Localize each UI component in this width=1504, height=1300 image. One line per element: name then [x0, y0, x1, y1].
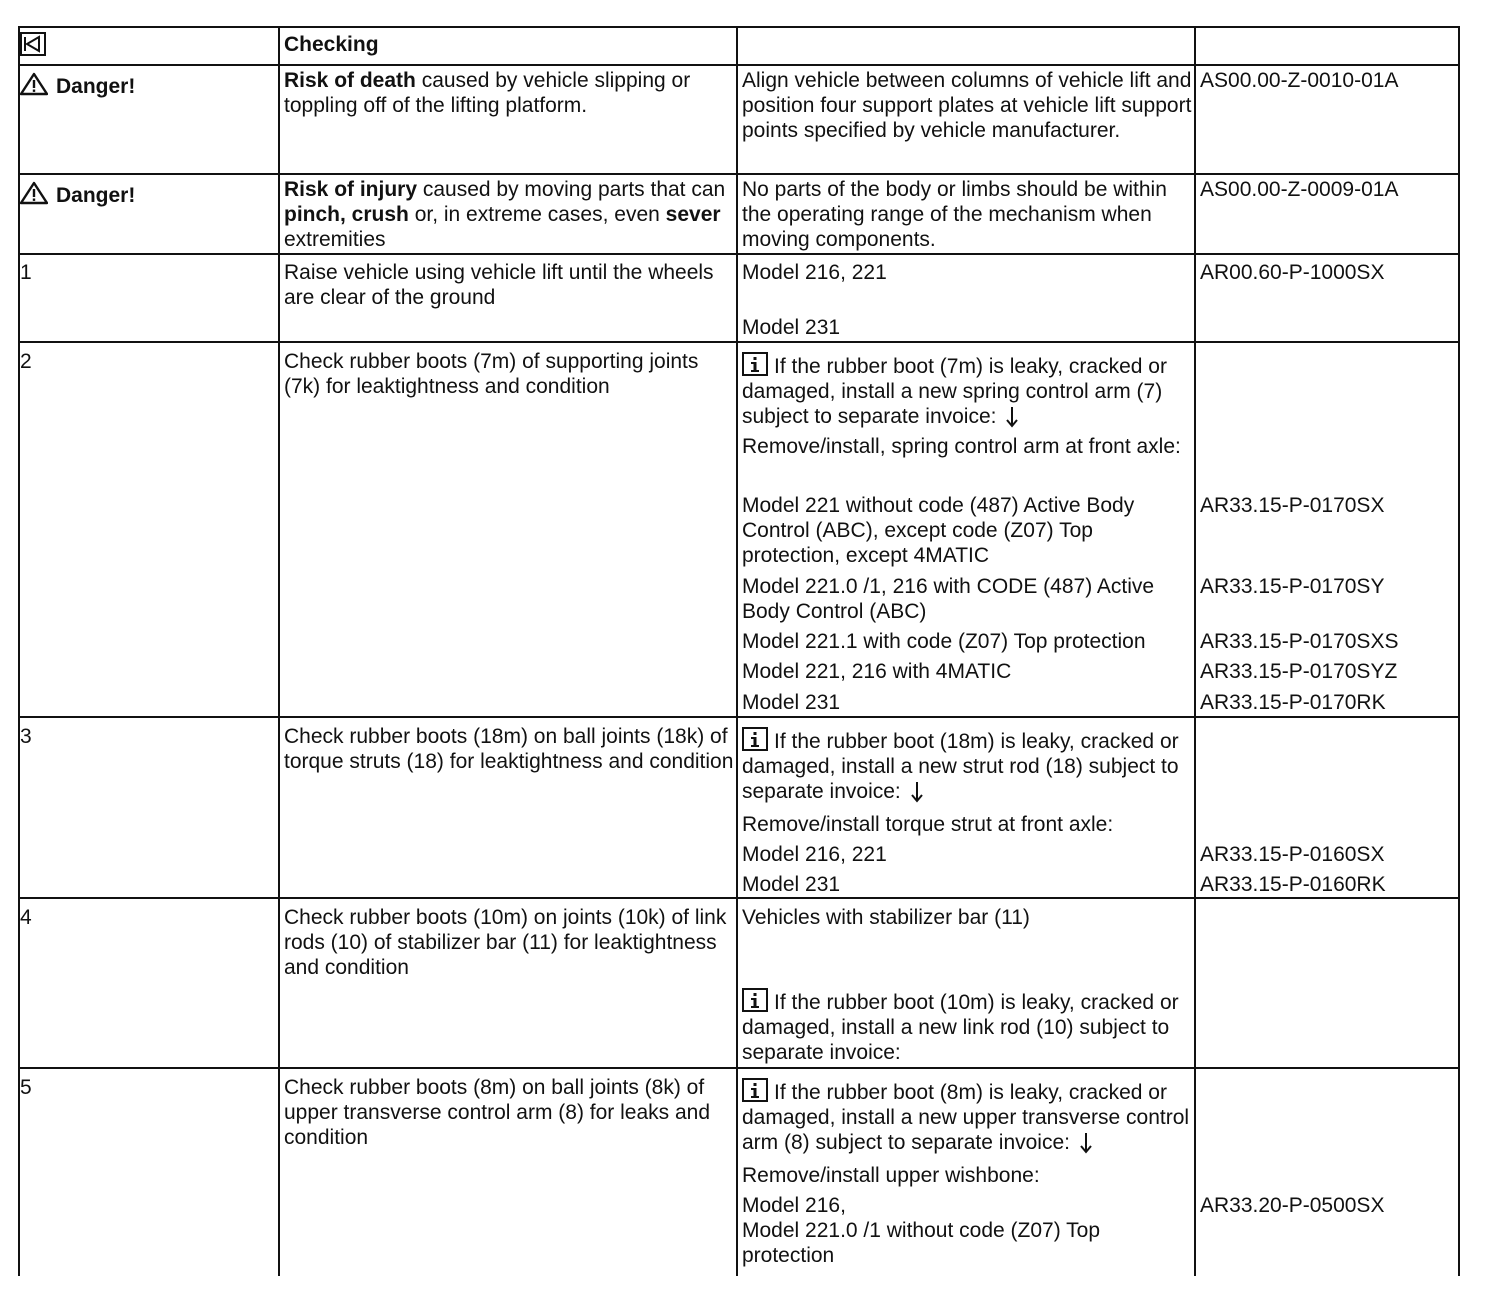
warning-icon — [20, 181, 48, 205]
reference-link[interactable]: AR33.15-P-0160SX — [1200, 843, 1385, 866]
model-condition: Model 216, 221 — [742, 843, 887, 866]
info-note — [742, 727, 1192, 804]
reference-link[interactable]: AR33.15-P-0170SXS — [1200, 630, 1399, 653]
model-condition — [742, 1193, 1192, 1268]
model-condition: Model 231 — [742, 691, 841, 714]
info-note — [742, 988, 1192, 1065]
step-number: 3 — [20, 725, 32, 748]
reference-link[interactable]: AR33.15-P-0170SY — [1200, 575, 1385, 598]
danger-reference-link[interactable]: AS00.00-Z-0009-01A — [1200, 178, 1399, 201]
model-condition: Model 216, 221 — [742, 261, 887, 284]
reference-link[interactable]: AR33.15-P-0170SX — [1200, 494, 1385, 517]
column-divider-2 — [736, 26, 738, 1276]
danger-risk-text — [284, 177, 734, 252]
remove-install-title: Remove/install torque strut at front axle: — [742, 813, 1114, 836]
danger-label — [20, 181, 135, 208]
step-text: Raise vehicle using vehicle lift until the wheels are clear of the ground — [284, 261, 714, 309]
risk-description: extremities — [284, 228, 386, 251]
info-icon — [742, 727, 768, 751]
info-icon — [742, 1078, 768, 1102]
model-line: Model 221.0 /1 without code (Z07) Top protection — [742, 1219, 1100, 1267]
reference-link[interactable]: AR33.15-P-0170RK — [1200, 691, 1386, 714]
step-number: 5 — [20, 1076, 32, 1099]
row-divider — [18, 897, 1460, 899]
risk-emphasis: Risk of death — [284, 69, 416, 92]
risk-description: caused by vehicle slipping or toppling off of the lifting platform. — [284, 69, 691, 117]
arrow-down-icon[interactable] — [909, 780, 925, 804]
step-number: 2 — [20, 350, 32, 373]
info-note-text: If the rubber boot (10m) is leaky, cracked or damaged, install a new link rod (10) subject to separate invoice: — [742, 991, 1179, 1064]
model-condition: Model 231 — [742, 316, 841, 339]
risk-description: or, in extreme cases, even — [408, 203, 666, 226]
step-text: Check rubber boots (18m) on ball joints (18k) of torque struts (18) for leaktightness and condition — [284, 725, 734, 773]
column-divider-1 — [278, 26, 280, 1276]
reference-link[interactable]: AR00.60-P-1000SX — [1200, 261, 1385, 284]
risk-description: caused by moving parts that can — [417, 178, 726, 201]
row-divider — [18, 716, 1460, 718]
danger-reference-link[interactable]: AS00.00-Z-0010-01A — [1200, 69, 1399, 92]
model-condition: Model 221 without code (487) Active Body Control (ABC), except code (Z07) Top protection, except 4MATIC — [742, 494, 1135, 567]
info-note — [742, 1078, 1192, 1155]
row-divider — [18, 253, 1460, 255]
row-divider — [18, 64, 1460, 66]
model-condition: Model 221.1 with code (Z07) Top protection — [742, 630, 1146, 653]
remove-install-title: Remove/install upper wishbone: — [742, 1164, 1040, 1187]
model-line: Model 216, — [742, 1194, 846, 1217]
reference-link[interactable]: AR33.20-P-0500SX — [1200, 1194, 1385, 1217]
remove-install-title: Remove/install, spring control arm at front axle: — [742, 435, 1181, 458]
reference-link[interactable]: AR33.15-P-0170SYZ — [1200, 660, 1398, 683]
danger-label-text: Danger! — [56, 75, 136, 98]
danger-action-text: No parts of the body or limbs should be within the operating range of the mechanism when moving components. — [742, 178, 1167, 251]
step-number: 4 — [20, 906, 32, 929]
info-icon — [742, 352, 768, 376]
step-text: Check rubber boots (7m) of supporting joints (7k) for leaktightness and condition — [284, 350, 699, 398]
row-divider — [18, 341, 1460, 343]
model-condition: Model 231 — [742, 873, 841, 896]
danger-label — [20, 72, 135, 99]
reference-link[interactable]: AR33.15-P-0160RK — [1200, 873, 1386, 896]
table-border-right — [1458, 26, 1460, 1276]
row-divider — [18, 173, 1460, 175]
info-note-text: If the rubber boot (18m) is leaky, cracked or damaged, install a new strut rod (18) subject to separate invoice: — [742, 730, 1179, 803]
row-divider — [18, 1067, 1460, 1069]
step-text: Check rubber boots (8m) on ball joints (8k) of upper transverse control arm (8) for leaks and condition — [284, 1076, 711, 1149]
procedure-table — [18, 26, 1460, 1276]
risk-emphasis: pinch, crush — [284, 203, 409, 226]
step-number: 1 — [20, 261, 32, 284]
danger-risk-text — [284, 68, 734, 118]
arrow-down-icon[interactable] — [1004, 405, 1020, 429]
info-note — [742, 352, 1192, 429]
model-condition: Model 221.0 /1, 216 with CODE (487) Active Body Control (ABC) — [742, 575, 1155, 623]
info-note-text: If the rubber boot (7m) is leaky, cracked or damaged, install a new spring control arm (7) subject to separate invoice: — [742, 355, 1167, 428]
column-divider-3 — [1194, 26, 1196, 1276]
model-condition: Model 221, 216 with 4MATIC — [742, 660, 1012, 683]
risk-emphasis: sever — [665, 203, 721, 226]
section-title: Checking — [284, 33, 379, 56]
danger-action-text: Align vehicle between columns of vehicle lift and position four support plates at vehicle lift support points specified by vehicle manufacturer. — [742, 69, 1192, 142]
model-condition: Vehicles with stabilizer bar (11) — [742, 906, 1030, 929]
info-icon — [742, 988, 768, 1012]
step-text: Check rubber boots (10m) on joints (10k) of link rods (10) of stabilizer bar (11) for leaktightness and condition — [284, 906, 727, 979]
back-arrow-icon[interactable] — [20, 32, 46, 58]
table-border-top — [18, 26, 1460, 28]
warning-icon — [20, 72, 48, 96]
risk-emphasis: Risk of injury — [284, 178, 418, 201]
info-note-text: If the rubber boot (8m) is leaky, cracked or damaged, install a new upper transverse control arm (8) subject to separate invoice: — [742, 1081, 1190, 1154]
danger-label-text: Danger! — [56, 184, 136, 207]
arrow-down-icon[interactable] — [1078, 1131, 1094, 1155]
